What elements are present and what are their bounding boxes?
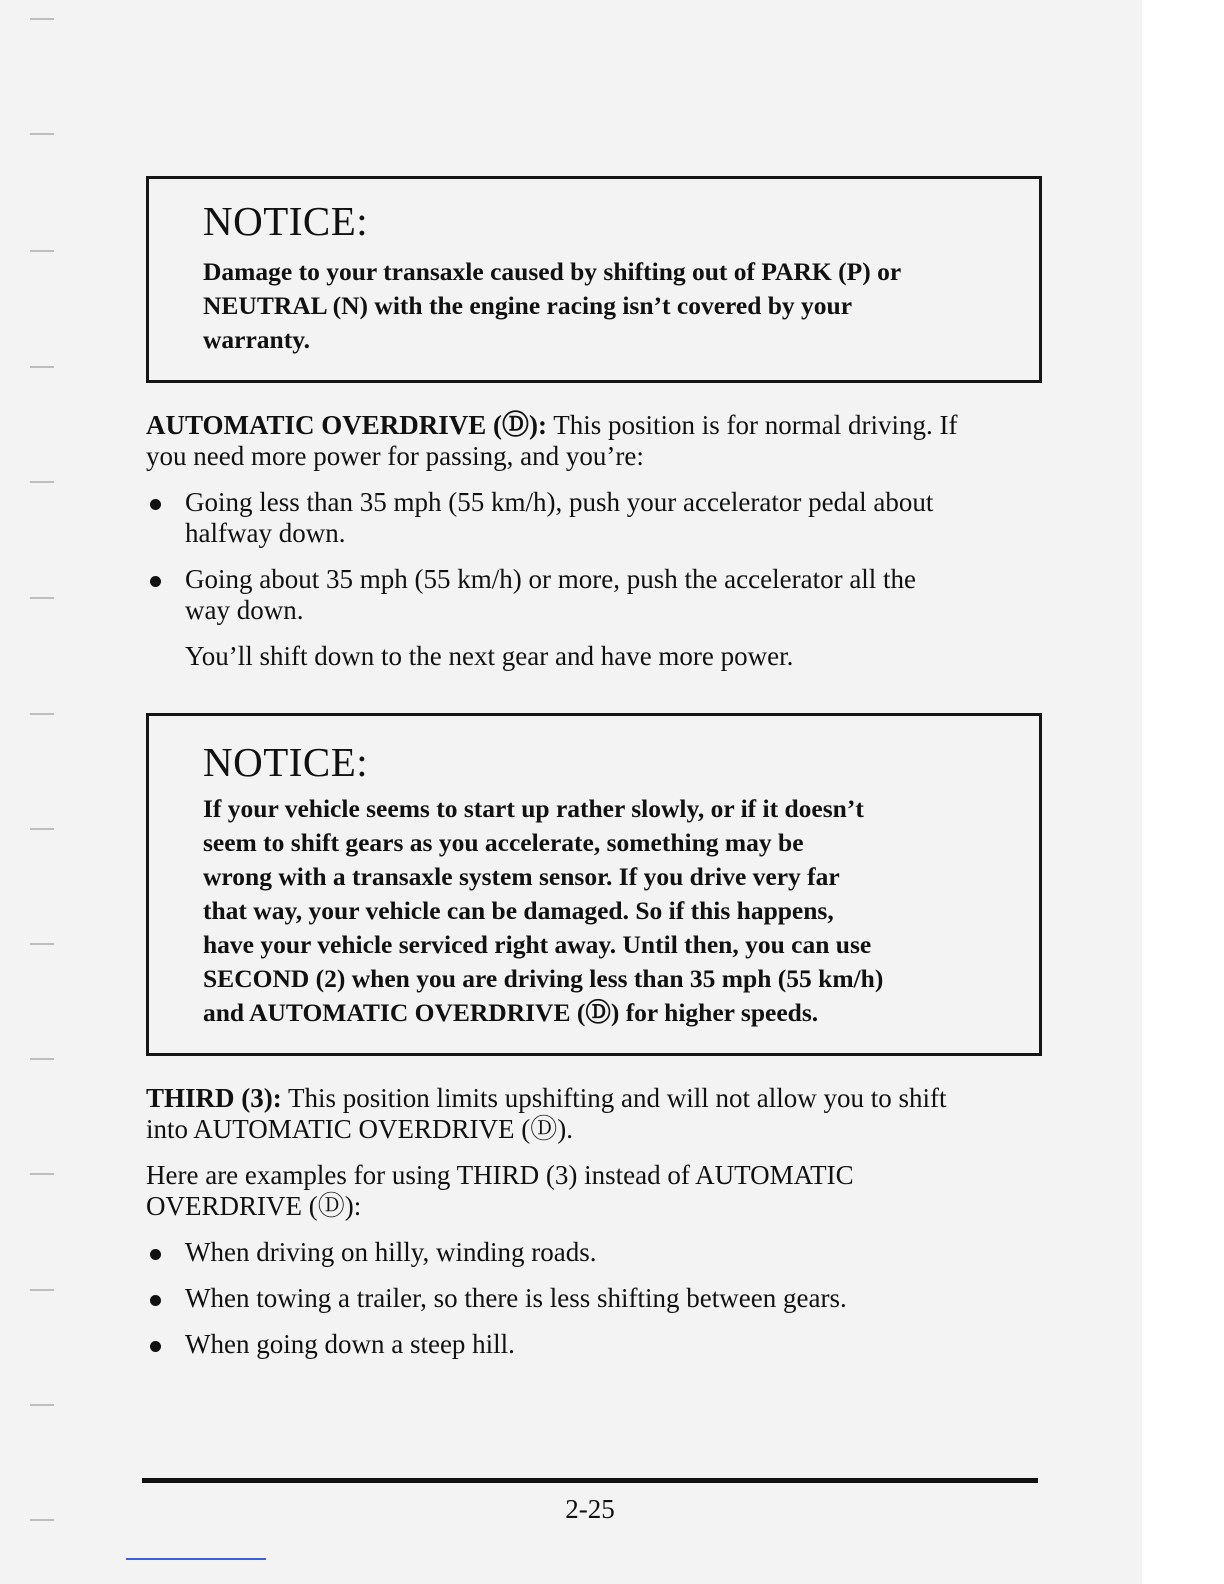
notice-line: If your vehicle seems to start up rather slowly, or if it doesn’t (203, 794, 864, 823)
margin-tick (30, 366, 54, 368)
margin-tick (30, 1173, 54, 1175)
margin-tick (30, 713, 54, 715)
third-label: THIRD (3): (146, 1083, 282, 1113)
notice-heading: NOTICE: (203, 198, 369, 244)
notice-box-transaxle-damage (146, 176, 1042, 383)
margin-tick (30, 133, 54, 135)
notice-line: Damage to your transaxle caused by shifting out of PARK (P) or (203, 257, 902, 286)
page-number: 2-25 (565, 1494, 615, 1524)
notice-line: wrong with a transaxle system sensor. If you drive very far (203, 862, 840, 891)
notice-line: warranty. (203, 325, 310, 354)
overdrive-intro-line (146, 410, 958, 441)
margin-tick (30, 1404, 54, 1406)
overdrive-intro-line-2: you need more power for passing, and you’re: (146, 441, 644, 471)
overdrive-followup: You’ll shift down to the next gear and have more power. (185, 641, 794, 671)
bullet-icon (150, 576, 161, 587)
bullet-text: Going less than 35 mph (55 km/h), push your accelerator pedal about halfway down. (185, 487, 934, 548)
margin-tick (30, 1058, 54, 1060)
third-description: This position limits upshifting and will not allow you to shift (281, 1083, 947, 1113)
notice-heading: NOTICE: (203, 739, 369, 785)
notice-line: and AUTOMATIC OVERDRIVE (Ⓓ) for higher speeds. (203, 998, 819, 1027)
bullet-text: Going about 35 mph (55 km/h) or more, push the accelerator all the way down. (185, 564, 917, 625)
overdrive-label: AUTOMATIC OVERDRIVE (Ⓓ): (146, 410, 548, 440)
margin-tick (30, 1519, 54, 1521)
margin-tick (30, 18, 54, 20)
third-intro-line (146, 1083, 947, 1114)
bullet-text: When driving on hilly, winding roads. (185, 1237, 597, 1267)
notice-line: have your vehicle serviced right away. Until then, you can use (203, 930, 872, 959)
third-examples-line-2: OVERDRIVE (Ⓓ): (146, 1191, 362, 1221)
margin-tick (30, 250, 54, 252)
notice-line: seem to shift gears as you accelerate, something may be (203, 828, 804, 857)
bullet-icon (150, 499, 161, 510)
footer-rule (142, 1478, 1038, 1483)
margin-tick (30, 597, 54, 599)
margin-tick (30, 828, 54, 830)
margin-tick (30, 943, 54, 945)
overdrive-description: This position is for normal driving. If (547, 410, 958, 440)
notice-line: NEUTRAL (N) with the engine racing isn’t covered by your (203, 291, 853, 320)
margin-tick (30, 481, 54, 483)
margin-tick (30, 1289, 54, 1291)
bullet-text: When towing a trailer, so there is less shifting between gears. (185, 1283, 847, 1313)
notice-line: SECOND (2) when you are driving less than 35 mph (55 km/h) (203, 964, 884, 993)
bullet-icon (150, 1295, 161, 1306)
notice-box-transaxle-sensor (146, 713, 1042, 1056)
bullet-icon (150, 1341, 161, 1352)
third-intro-line-2: into AUTOMATIC OVERDRIVE (Ⓓ). (146, 1114, 573, 1144)
notice-line: that way, your vehicle can be damaged. So if this happens, (203, 896, 834, 925)
bullet-icon (150, 1249, 161, 1260)
bullet-text: When going down a steep hill. (185, 1329, 515, 1359)
third-examples-line: Here are examples for using THIRD (3) instead of AUTOMATIC (146, 1160, 854, 1190)
link-underline (126, 1558, 266, 1560)
